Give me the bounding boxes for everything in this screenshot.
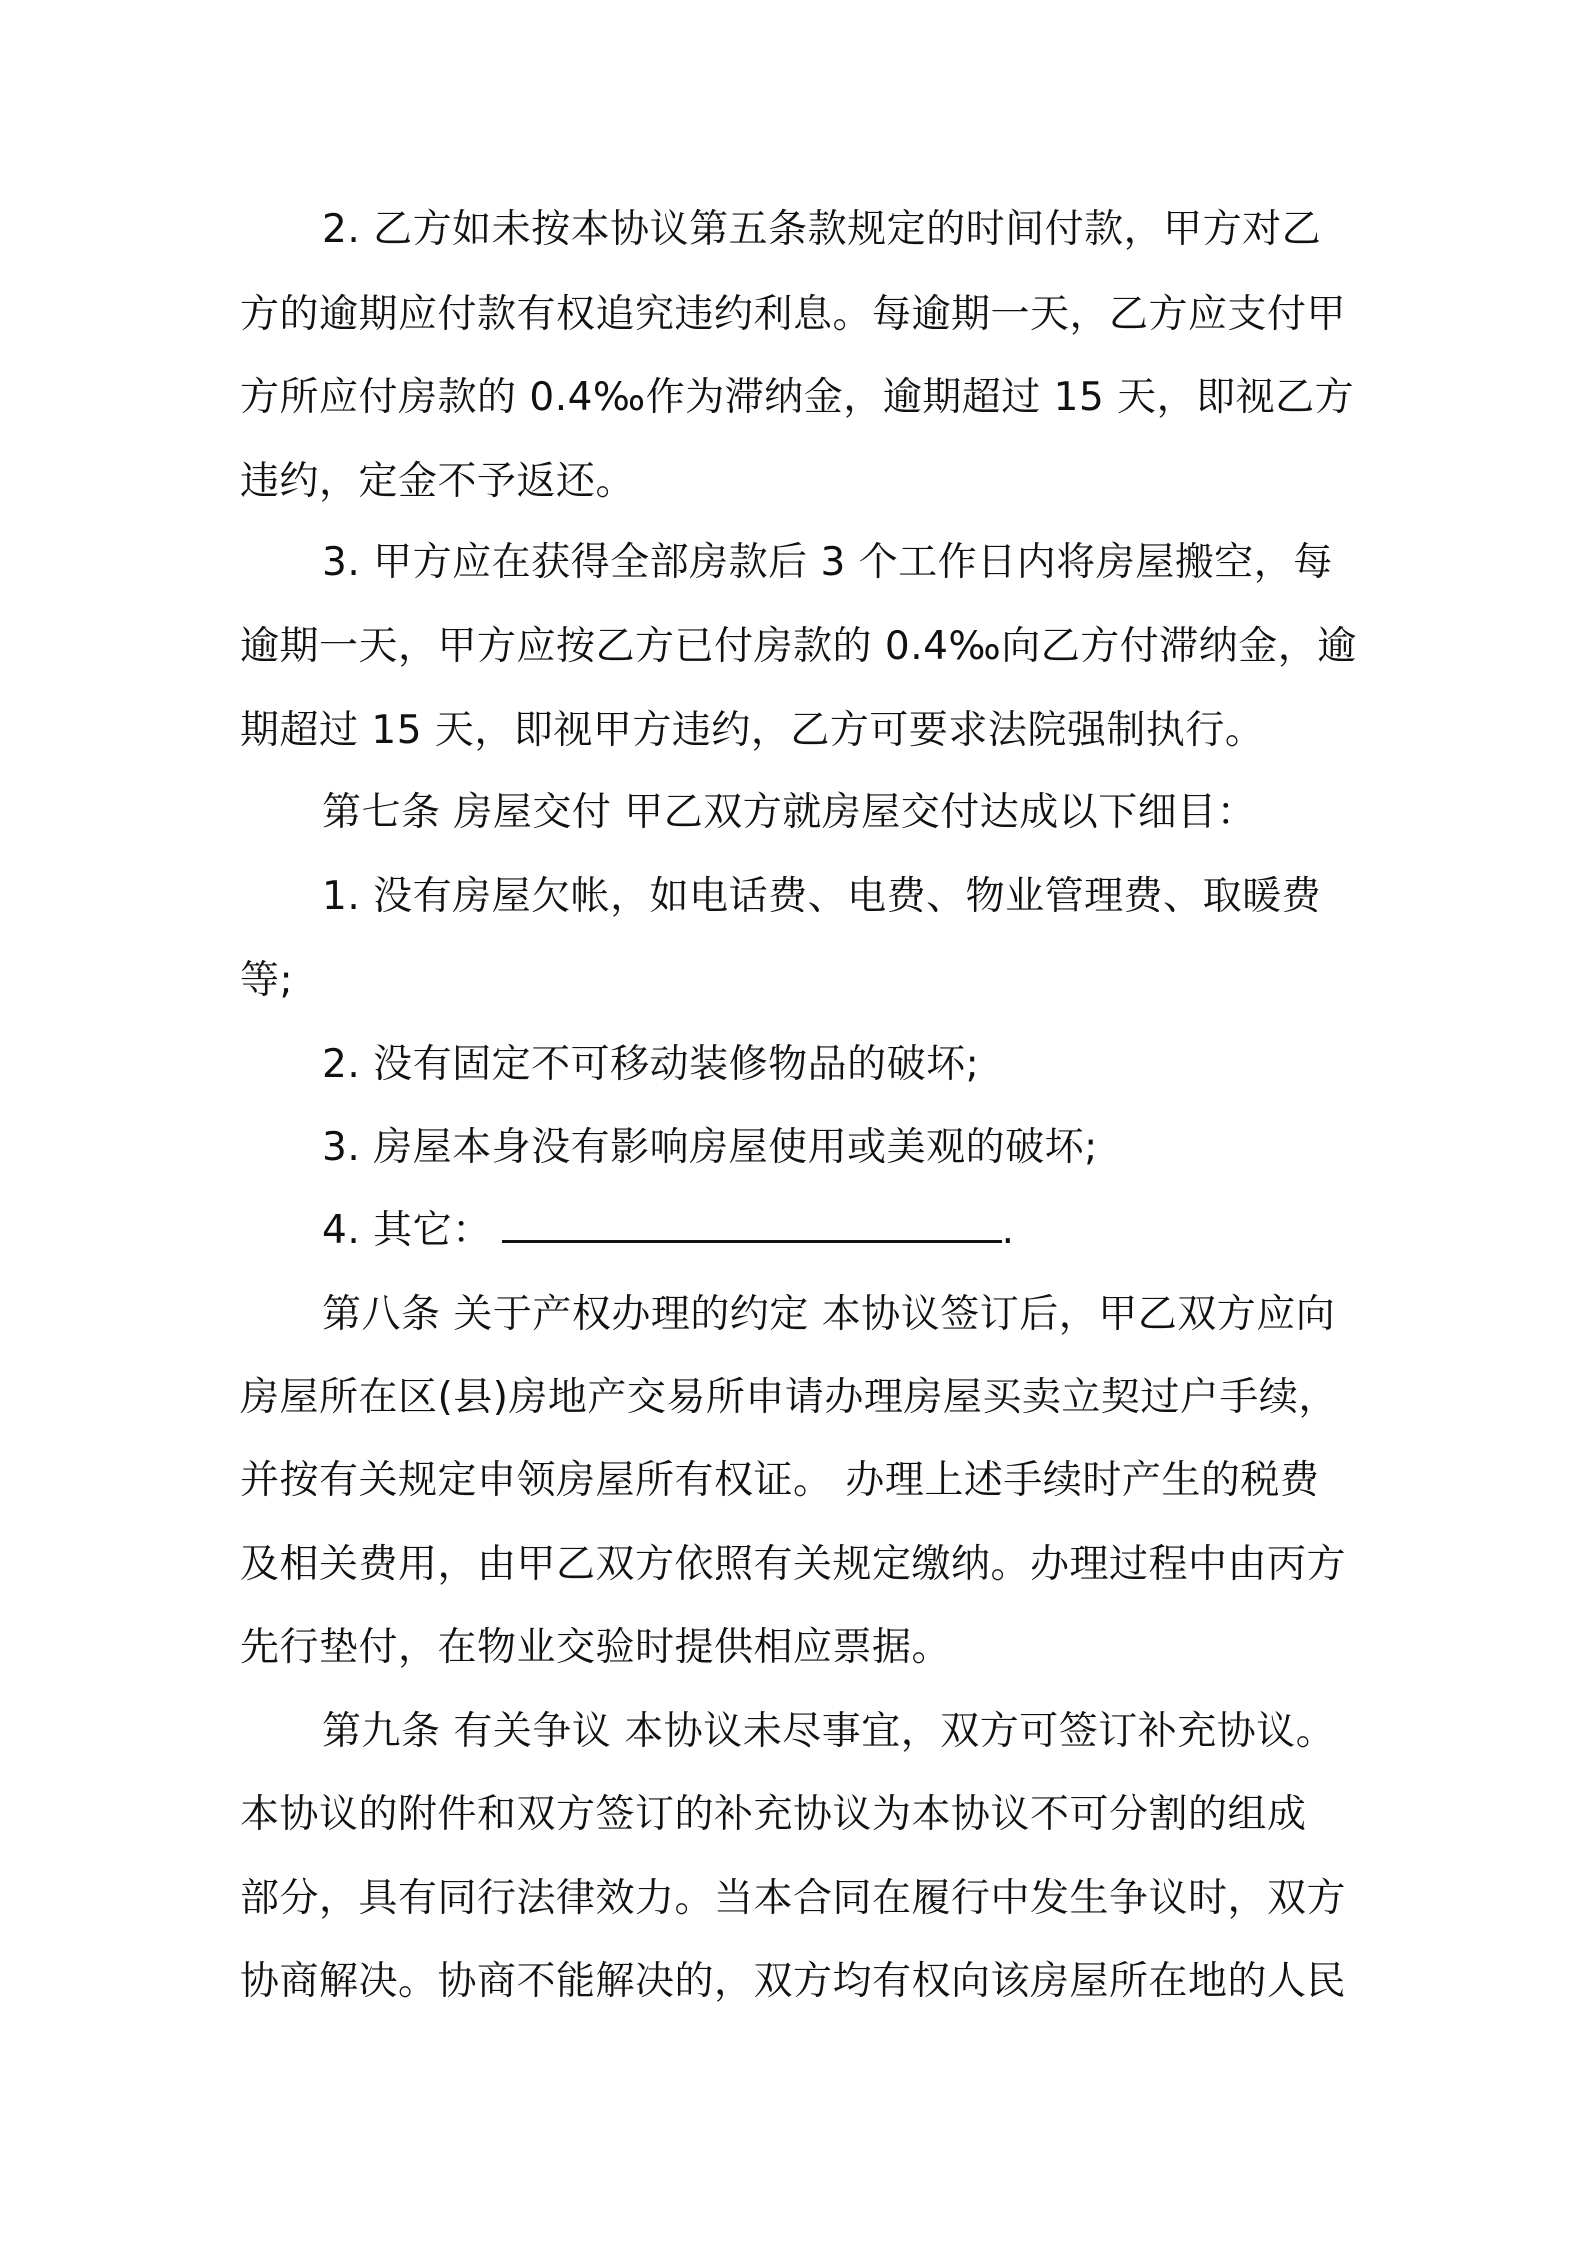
list-item-other [322,1205,1360,1257]
paragraph-line: 并按有关规定申领房屋所有权证。 办理上述手续时产生的税费 [240,1458,1320,1503]
paragraph-line: 方所应付房款的 0.4‰作为滞纳金，逾期超过 15 天，即视乙方 [240,375,1355,420]
list-item-line: 等; [240,958,294,1003]
paragraph-line: 协商解决。协商不能解决的，双方均有权向该房屋所在地的人民 [240,1959,1347,2004]
paragraph-line: 期超过 15 天，即视甲方违约，乙方可要求法院强制执行。 [240,708,1265,753]
article-heading-line: 第九条 有关争议 本协议未尽事宜，双方可签订补充协议。 [322,1709,1336,1754]
paragraph-line: 方的逾期应付款有权追究违约利息。每逾期一天，乙方应支付甲 [240,292,1347,337]
paragraph-line: 先行垫付，在物业交验时提供相应票据。 [240,1625,952,1670]
paragraph-line: 违约，定金不予返还。 [240,459,636,504]
paragraph-line: 逾期一天，甲方应按乙方已付房款的 0.4‰向乙方付滞纳金，逾 [240,624,1357,669]
article-heading-line: 第八条 关于产权办理的约定 本协议签订后，甲乙双方应向 [322,1292,1336,1337]
list-item-line: 1. 没有房屋欠帐，如电话费、电费、物业管理费、取暖费 [322,874,1322,919]
paragraph-line: 房屋所在区(县)房地产交易所申请办理房屋买卖立契过户手续， [240,1375,1338,1420]
list-item-other-end: . [1001,1208,1015,1253]
paragraph-line: 本协议的附件和双方签订的补充协议为本协议不可分割的组成 [240,1792,1307,1837]
paragraph-line: 2. 乙方如未按本协议第五条款规定的时间付款，甲方对乙 [322,207,1322,252]
list-item-other-label: 4. 其它： [322,1208,492,1253]
paragraph-line: 及相关费用，由甲乙双方依照有关规定缴纳。办理过程中由丙方 [240,1542,1347,1587]
list-item-line: 3. 房屋本身没有影响房屋使用或美观的破坏; [322,1125,1098,1170]
paragraph-line: 部分，具有同行法律效力。当本合同在履行中发生争议时，双方 [240,1876,1347,1921]
paragraph-line: 3. 甲方应在获得全部房款后 3 个工作日内将房屋搬空，每 [322,540,1333,585]
article-heading-line: 第七条 房屋交付 甲乙双方就房屋交付达成以下细目： [322,790,1257,835]
fill-in-blank [502,1210,1002,1243]
list-item-line: 2. 没有固定不可移动装修物品的破坏; [322,1042,980,1087]
